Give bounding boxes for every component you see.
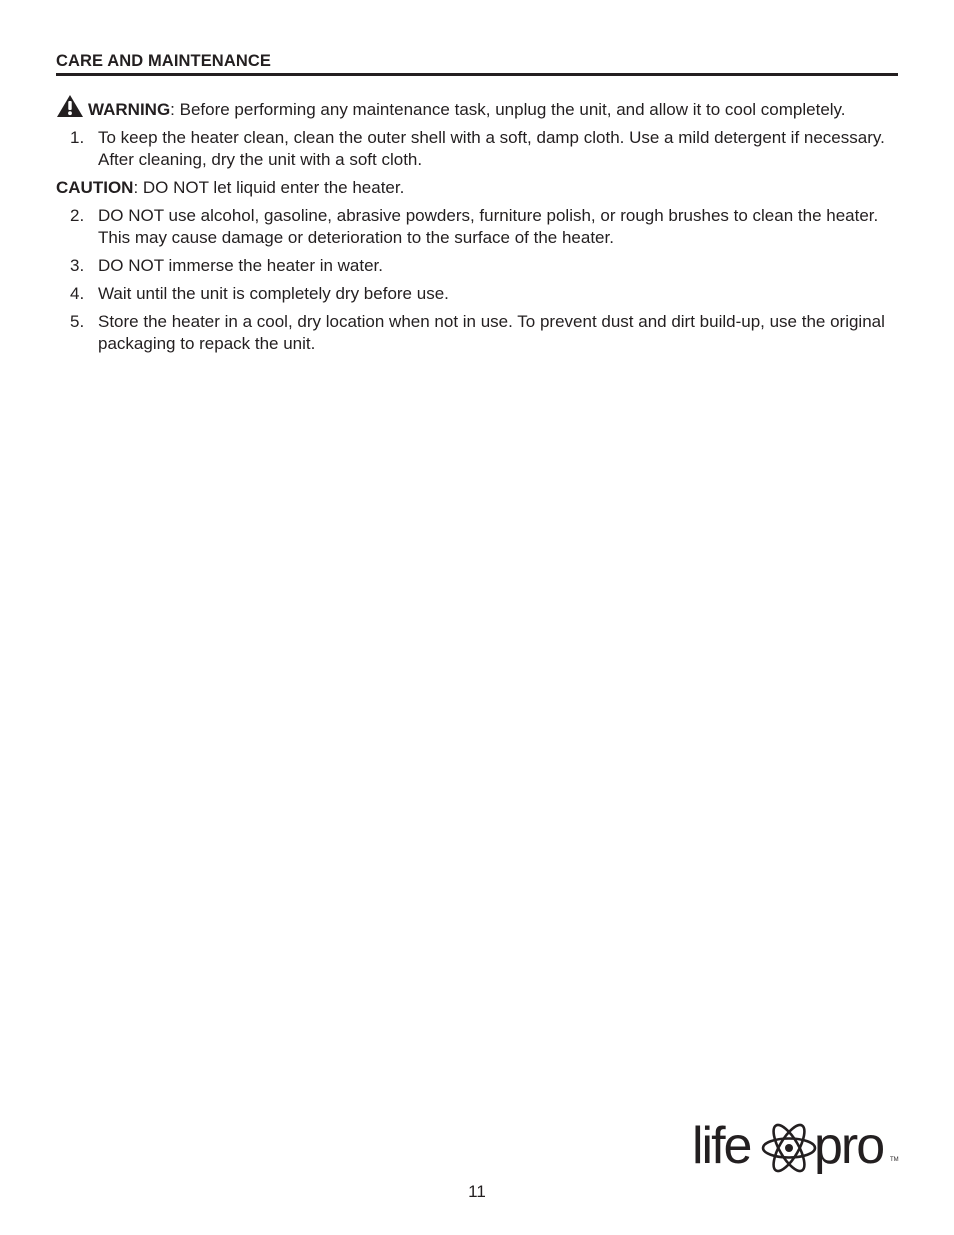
list-item-number: 2. bbox=[70, 206, 85, 225]
warning-text: : Before performing any maintenance task, unplug the unit, and allow it to cool completely. bbox=[170, 100, 846, 119]
warning-triangle-icon bbox=[56, 94, 84, 118]
list-item-text: Store the heater in a cool, dry location when not in use. To prevent dust and dirt build-up, use the original packaging to repack the unit. bbox=[98, 312, 885, 353]
logo-trademark: TM bbox=[890, 1157, 899, 1163]
warning-label: WARNING bbox=[88, 100, 171, 119]
list-item-text: Wait until the unit is completely dry before use. bbox=[98, 284, 449, 303]
list-item-number: 3. bbox=[70, 256, 85, 275]
list-item-text: DO NOT use alcohol, gasoline, abrasive powders, furniture polish, or rough brushes to clean the heater. This may cause damage or deterioration to the surface of the heater. bbox=[98, 206, 879, 247]
logo-text-life: life bbox=[692, 1117, 751, 1175]
list-item bbox=[56, 283, 898, 305]
list-item-text: DO NOT immerse the heater in water. bbox=[98, 256, 384, 275]
caution-label: CAUTION bbox=[56, 178, 134, 197]
logo-text-pro: pro bbox=[814, 1117, 884, 1175]
section-title: CARE AND MAINTENANCE bbox=[56, 52, 271, 70]
list-item bbox=[56, 127, 898, 171]
brand-logo bbox=[692, 1113, 902, 1185]
atom-icon bbox=[760, 1117, 818, 1179]
section-header bbox=[56, 52, 898, 76]
caution-text: : DO NOT let liquid enter the heater. bbox=[133, 178, 405, 197]
list-item bbox=[56, 205, 898, 249]
content bbox=[56, 94, 898, 361]
list-item-number: 5. bbox=[70, 312, 85, 331]
list-item bbox=[56, 311, 898, 355]
caution-block bbox=[56, 177, 898, 199]
list-item-text: To keep the heater clean, clean the outer shell with a soft, damp cloth. Use a mild detergent if necessary. After cleaning, dry the unit with a soft cloth. bbox=[98, 128, 885, 169]
list-item-number: 4. bbox=[70, 284, 85, 303]
list-item-number: 1. bbox=[70, 128, 85, 147]
page-number: 11 bbox=[468, 1182, 486, 1201]
list-item bbox=[56, 255, 898, 277]
warning-block bbox=[56, 94, 898, 121]
